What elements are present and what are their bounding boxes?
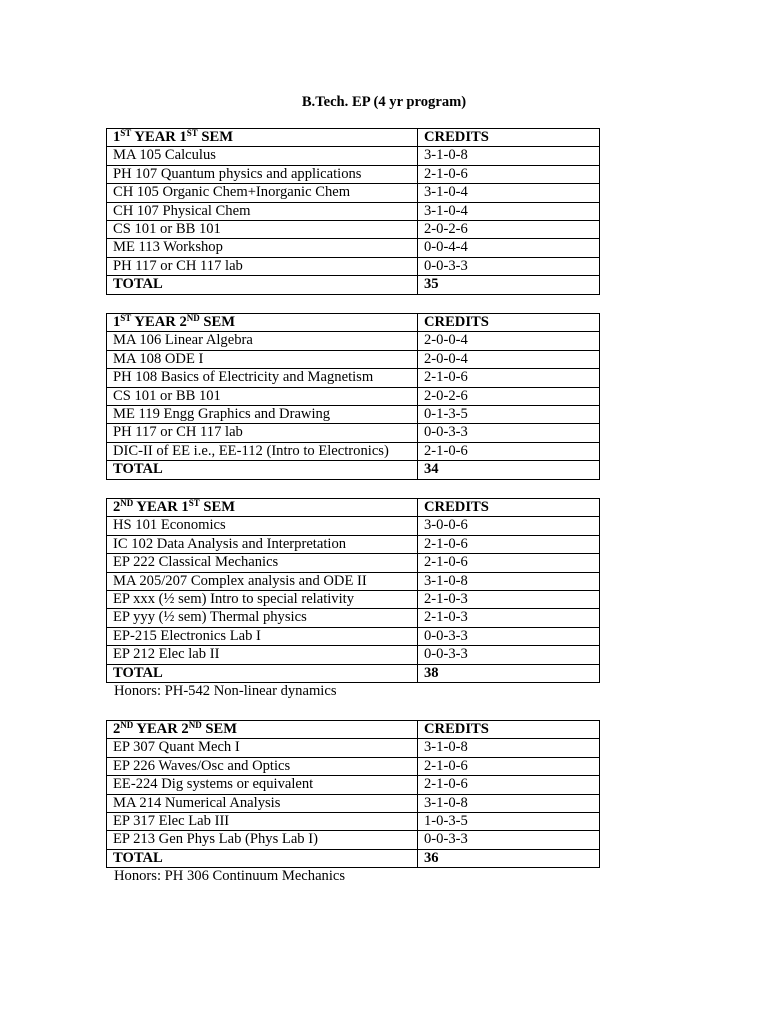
course-row (107, 350, 600, 368)
total-label: TOTAL (107, 849, 418, 867)
heading-num: 2 (113, 499, 121, 515)
course-row (107, 184, 600, 202)
course-name: EP-215 Electronics Lab I (107, 627, 418, 645)
heading-sem-word: SEM (201, 129, 234, 145)
total-row (107, 461, 600, 479)
course-credits: 2-1-0-6 (418, 776, 600, 794)
heading-sem-num: 1 (181, 499, 189, 515)
semester-table (106, 720, 600, 868)
semester-header-row (107, 314, 600, 332)
course-name: EE-224 Dig systems or equivalent (107, 776, 418, 794)
course-name: ME 119 Engg Graphics and Drawing (107, 406, 418, 424)
course-credits: 0-0-3-3 (418, 646, 600, 664)
course-row (107, 535, 600, 553)
course-name: EP 212 Elec lab II (107, 646, 418, 664)
semester-table (106, 498, 600, 683)
course-row (107, 406, 600, 424)
course-credits: 0-0-3-3 (418, 257, 600, 275)
semester-table (106, 128, 600, 295)
course-credits: 3-1-0-4 (418, 184, 600, 202)
honors-note: Honors: PH-542 Non-linear dynamics (114, 683, 337, 699)
course-name: IC 102 Data Analysis and Interpretation (107, 535, 418, 553)
course-credits: 2-1-0-6 (418, 554, 600, 572)
heading-sem-word: SEM (205, 721, 237, 737)
course-name: MA 108 ODE I (107, 350, 418, 368)
heading-num-sup: ND (120, 720, 134, 730)
heading-year-word: YEAR (134, 129, 176, 145)
course-row (107, 257, 600, 275)
course-name: MA 105 Calculus (107, 147, 418, 165)
course-row (107, 609, 600, 627)
course-name: EP 226 Waves/Osc and Optics (107, 757, 418, 775)
course-credits: 3-1-0-8 (418, 794, 600, 812)
total-label: TOTAL (107, 461, 418, 479)
course-credits: 3-1-0-8 (418, 572, 600, 590)
course-name: EP yyy (½ sem) Thermal physics (107, 609, 418, 627)
course-row (107, 517, 600, 535)
course-name: ME 113 Workshop (107, 239, 418, 257)
course-row (107, 794, 600, 812)
course-row (107, 646, 600, 664)
course-name: PH 107 Quantum physics and applications (107, 165, 418, 183)
heading-year-word: YEAR (136, 721, 178, 737)
heading-year-word: YEAR (134, 314, 176, 330)
course-credits: 0-0-4-4 (418, 239, 600, 257)
course-credits: 2-0-0-4 (418, 350, 600, 368)
heading-sem-num: 2 (181, 721, 189, 737)
course-name: PH 117 or CH 117 lab (107, 257, 418, 275)
course-credits: 0-1-3-5 (418, 406, 600, 424)
course-row (107, 813, 600, 831)
course-row (107, 387, 600, 405)
total-row (107, 849, 600, 867)
course-row (107, 202, 600, 220)
course-credits: 0-0-3-3 (418, 627, 600, 645)
course-row (107, 831, 600, 849)
course-row (107, 591, 600, 609)
semester-heading (107, 721, 418, 739)
heading-year-word: YEAR (136, 499, 178, 515)
course-credits: 0-0-3-3 (418, 831, 600, 849)
heading-sem-sup: ND (186, 313, 200, 323)
course-row (107, 776, 600, 794)
course-credits: 3-1-0-4 (418, 202, 600, 220)
course-row (107, 424, 600, 442)
semester-heading (107, 499, 418, 517)
semester-header-row (107, 721, 600, 739)
heading-num-sup: ND (120, 498, 134, 508)
total-label: TOTAL (107, 276, 418, 294)
total-credits: 38 (418, 664, 600, 682)
course-credits: 0-0-3-3 (418, 424, 600, 442)
heading-sem-num: 2 (179, 314, 187, 330)
course-credits: 1-0-3-5 (418, 813, 600, 831)
credits-header: CREDITS (418, 314, 600, 332)
semester-table (106, 313, 600, 480)
heading-num: 1 (113, 129, 121, 145)
course-credits: 2-1-0-3 (418, 591, 600, 609)
course-credits: 2-1-0-6 (418, 442, 600, 460)
course-credits: 2-0-2-6 (418, 387, 600, 405)
course-name: EP xxx (½ sem) Intro to special relativity (107, 591, 418, 609)
heading-num-sup: ST (120, 128, 132, 138)
course-name: MA 214 Numerical Analysis (107, 794, 418, 812)
course-credits: 2-0-2-6 (418, 221, 600, 239)
heading-sem-sup: ST (188, 498, 200, 508)
total-label: TOTAL (107, 664, 418, 682)
credits-header: CREDITS (418, 499, 600, 517)
course-row (107, 627, 600, 645)
heading-num: 1 (113, 314, 121, 330)
total-credits: 35 (418, 276, 600, 294)
semester-header-row (107, 499, 600, 517)
credits-header: CREDITS (418, 721, 600, 739)
course-name: EP 222 Classical Mechanics (107, 554, 418, 572)
heading-num-sup: ST (120, 313, 132, 323)
total-credits: 34 (418, 461, 600, 479)
semester-header-row (107, 129, 600, 147)
course-credits: 2-1-0-6 (418, 369, 600, 387)
course-row (107, 369, 600, 387)
course-credits: 3-1-0-8 (418, 147, 600, 165)
course-name: MA 205/207 Complex analysis and ODE II (107, 572, 418, 590)
course-row (107, 239, 600, 257)
course-name: EP 213 Gen Phys Lab (Phys Lab I) (107, 831, 418, 849)
total-row (107, 276, 600, 294)
course-credits: 2-1-0-6 (418, 165, 600, 183)
heading-num: 2 (113, 721, 121, 737)
course-credits: 2-1-0-3 (418, 609, 600, 627)
course-row (107, 332, 600, 350)
course-name: PH 108 Basics of Electricity and Magnetism (107, 369, 418, 387)
heading-sem-word: SEM (203, 499, 236, 515)
course-name: CH 105 Organic Chem+Inorganic Chem (107, 184, 418, 202)
course-name: DIC-II of EE i.e., EE-112 (Intro to Electronics) (107, 442, 418, 460)
page-title: B.Tech. EP (4 yr program) (301, 94, 467, 110)
course-row (107, 572, 600, 590)
course-name: HS 101 Economics (107, 517, 418, 535)
heading-sem-sup: ST (186, 128, 198, 138)
course-credits: 3-0-0-6 (418, 517, 600, 535)
heading-sem-num: 1 (179, 129, 187, 145)
heading-sem-word: SEM (203, 314, 236, 330)
course-name: CS 101 or BB 101 (107, 387, 418, 405)
heading-sem-sup: ND (188, 720, 202, 730)
course-row (107, 147, 600, 165)
course-credits: 3-1-0-8 (418, 739, 600, 757)
course-name: CH 107 Physical Chem (107, 202, 418, 220)
course-credits: 2-1-0-6 (418, 535, 600, 553)
course-row (107, 221, 600, 239)
semester-heading (107, 314, 418, 332)
course-row (107, 739, 600, 757)
credits-header: CREDITS (418, 129, 600, 147)
course-name: EP 317 Elec Lab III (107, 813, 418, 831)
course-row (107, 757, 600, 775)
course-credits: 2-0-0-4 (418, 332, 600, 350)
total-row (107, 664, 600, 682)
course-row (107, 165, 600, 183)
total-credits: 36 (418, 849, 600, 867)
honors-note: Honors: PH 306 Continuum Mechanics (114, 868, 346, 884)
course-name: EP 307 Quant Mech I (107, 739, 418, 757)
course-row (107, 554, 600, 572)
course-credits: 2-1-0-6 (418, 757, 600, 775)
course-row (107, 442, 600, 460)
course-name: MA 106 Linear Algebra (107, 332, 418, 350)
semester-heading (107, 129, 418, 147)
course-name: PH 117 or CH 117 lab (107, 424, 418, 442)
course-name: CS 101 or BB 101 (107, 221, 418, 239)
